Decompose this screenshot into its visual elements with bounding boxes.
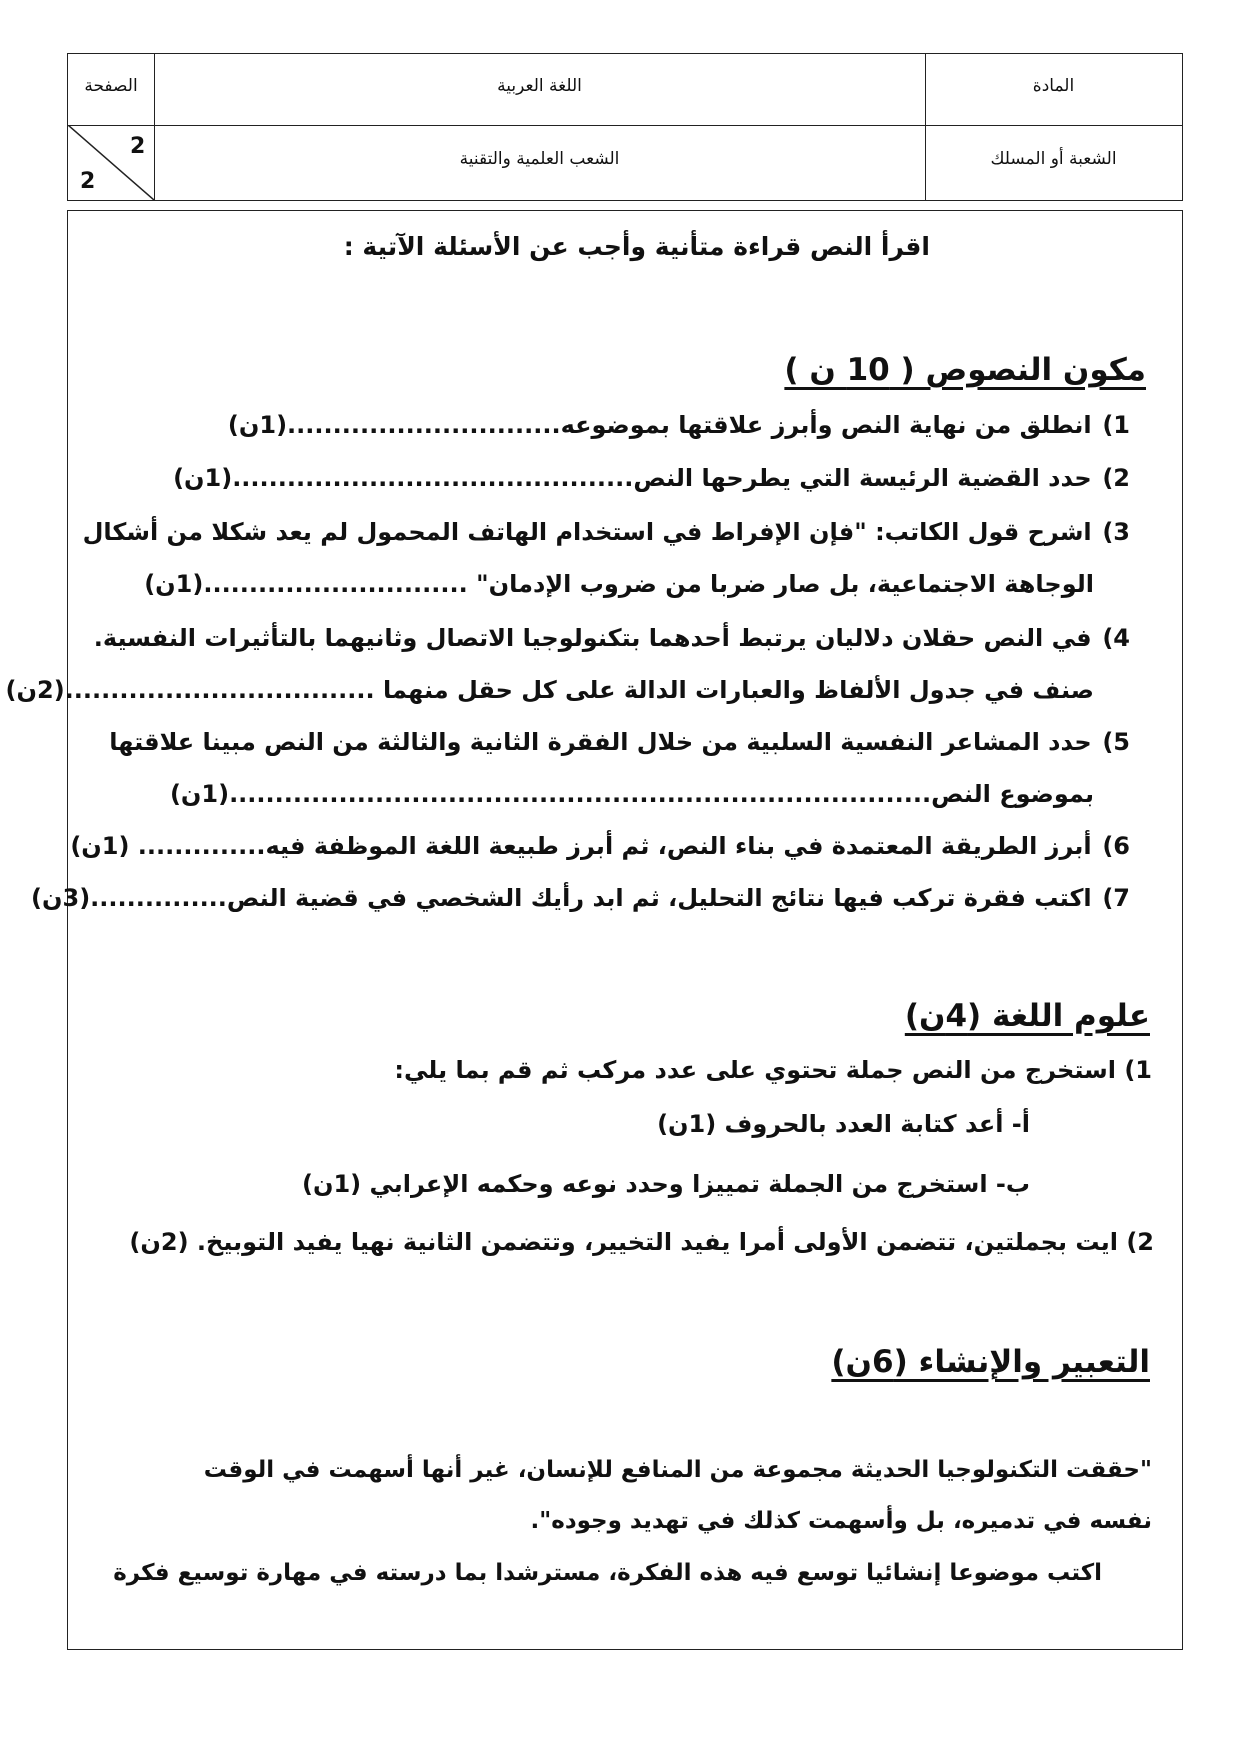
question-text: اشرح قول الكاتب: "فإن الإفراط في استخدام الهاتف المحمول لم يعد شكلا من أشكال <box>82 518 1092 546</box>
question-number: 5) <box>1102 728 1130 756</box>
branch-value: الشعب العلمية والتقنية <box>459 149 620 169</box>
language-section-title: علوم اللغة (4ن) <box>904 998 1150 1034</box>
question-3-continuation: الوجاهة الاجتماعية، بل صار ضربا من ضروب الإدمان" .............................(1ن) <box>144 570 1094 598</box>
question-6 <box>70 832 1130 860</box>
question-1 <box>228 411 1130 439</box>
question-2 <box>173 464 1130 492</box>
question-number: 2) <box>1102 464 1130 492</box>
expression-quote-line-1: "حققت التكنولوجيا الحديثة مجموعة من المنافع للإنسان، غير أنها أسهمت في الوقت <box>203 1457 1152 1483</box>
question-4 <box>94 624 1130 652</box>
header-table <box>67 53 1183 201</box>
question-number: 1) <box>1102 411 1130 439</box>
page-total: 2 <box>80 169 96 194</box>
question-3 <box>83 518 1130 546</box>
page-label: الصفحة <box>84 76 138 96</box>
texts-section-title: مكون النصوص ( 10 ن ) <box>784 352 1146 388</box>
subject-value: اللغة العربية <box>497 76 582 96</box>
question-text: اكتب فقرة تركب فيها نتائج التحليل، ثم ابد رأيك الشخصي في قضية النص...............(3ن) <box>31 884 1092 912</box>
language-question-1b: ب- استخرج من الجملة تمييزا وحدد نوعه وحكمه الإعرابي (1ن) <box>302 1170 1030 1198</box>
question-4-continuation: صنف في جدول الألفاظ والعبارات الدالة على كل حقل منهما ..................................(2ن) <box>5 676 1094 704</box>
question-number: 7) <box>1102 884 1130 912</box>
language-question-1: 1) استخرج من النص جملة تحتوي على عدد مركب ثم قم بما يلي: <box>394 1056 1152 1084</box>
question-5-continuation: بموضوع النص.............................................................................(1ن) <box>169 780 1094 808</box>
question-7 <box>31 884 1130 912</box>
expression-section-title: التعبير والإنشاء (6ن) <box>831 1344 1150 1380</box>
question-number: 6) <box>1102 832 1130 860</box>
branch-label: الشعبة أو المسلك <box>990 149 1117 169</box>
question-5 <box>109 728 1130 756</box>
expression-task: اكتب موضوعا إنشائيا توسع فيه هذه الفكرة، مسترشدا بما درسته في مهارة توسيع فكرة <box>113 1560 1102 1586</box>
expression-quote-line-2: نفسه في تدميره، بل وأسهمت كذلك في تهديد وجوده". <box>530 1508 1152 1534</box>
language-question-1a: أ- أعد كتابة العدد بالحروف (1ن) <box>657 1110 1030 1138</box>
question-text: انطلق من نهاية النص وأبرز علاقتها بموضوعه..............................(1ن) <box>227 411 1092 439</box>
question-text: أبرز الطريقة المعتمدة في بناء النص، ثم أبرز طبيعة اللغة الموظفة فيه.............. (1ن) <box>70 832 1092 860</box>
question-number: 4) <box>1102 624 1130 652</box>
question-text: حدد المشاعر النفسية السلبية من خلال الفقرة الثانية والثالثة من النص مبينا علاقتها <box>109 728 1092 756</box>
row-divider <box>68 125 1182 126</box>
language-question-2: 2) ايت بجملتين، تتضمن الأولى أمرا يفيد التخيير، وتتضمن الثانية نهيا يفيد التوبيخ. (2ن) <box>129 1228 1154 1256</box>
question-text: في النص حقلان دلاليان يرتبط أحدهما بتكنولوجيا الاتصال وثانيهما بالتأثيرات النفسية. <box>93 624 1092 652</box>
page-current: 2 <box>130 134 146 159</box>
intro-instruction: اقرأ النص قراءة متأنية وأجب عن الأسئلة الآتية : <box>343 232 930 261</box>
question-number: 3) <box>1102 518 1130 546</box>
subject-label: المادة <box>1032 76 1075 96</box>
question-text: حدد القضية الرئيسة التي يطرحها النص............................................(1ن) <box>173 464 1092 492</box>
